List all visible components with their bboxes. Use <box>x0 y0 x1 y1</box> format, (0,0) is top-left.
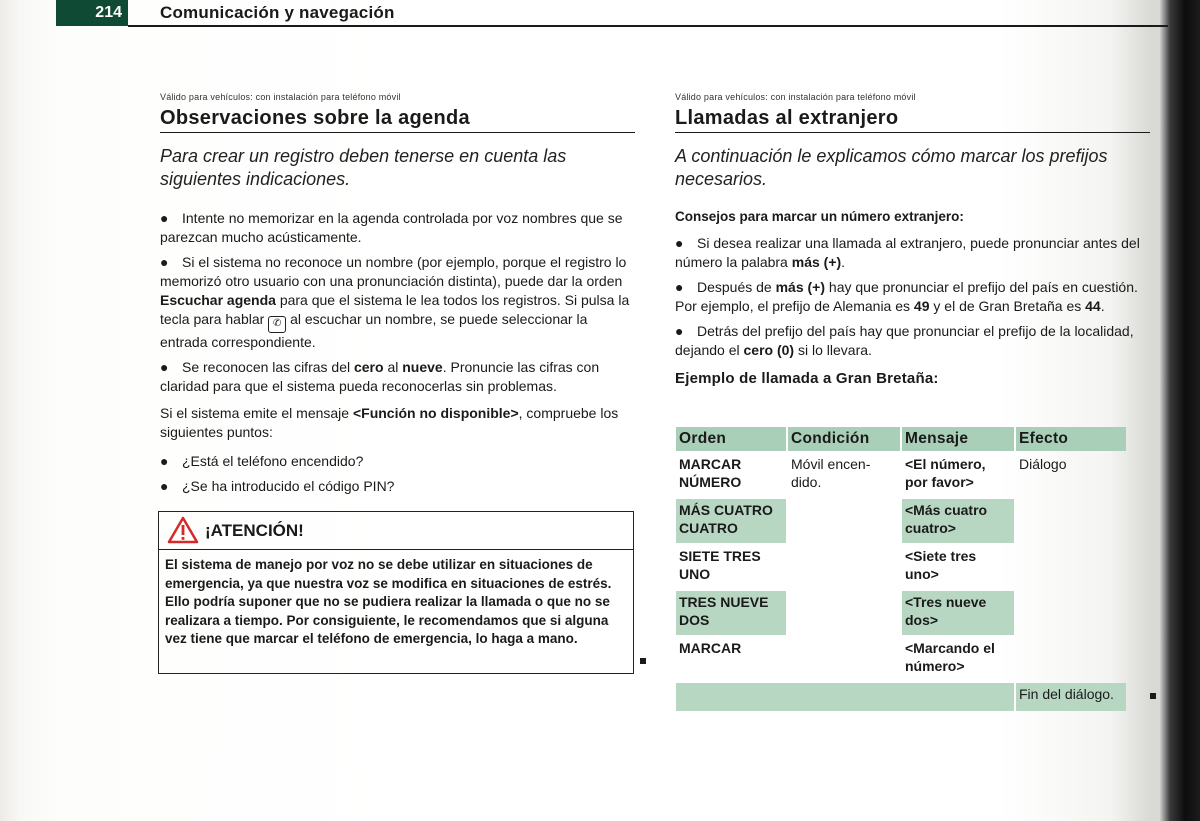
warning-triangle-icon <box>167 516 199 544</box>
lead-text: A continuación le explicamos cómo marcar los prefijos necesarios. <box>675 146 1108 189</box>
column-header: Mensaje <box>902 427 1014 451</box>
table-cell <box>788 545 900 589</box>
column-header: Condición <box>788 427 900 451</box>
header-rule <box>128 25 1168 27</box>
list-item: ● Detrás del prefijo del país hay que pronunciar el prefijo de la localidad, dejando el cero (0) si lo llevara. <box>675 323 1134 358</box>
table-cell <box>1016 637 1126 681</box>
page-number: 214 <box>56 0 128 26</box>
book-binding-edge <box>1160 0 1200 821</box>
end-of-section-mark <box>1150 693 1156 699</box>
section-title: Observaciones sobre la agenda <box>160 107 635 133</box>
bullet-icon: ● <box>160 478 169 494</box>
table-cell: MARCAR <box>679 640 742 656</box>
section-title: Llamadas al extranjero <box>675 107 1150 133</box>
bullet-icon: ● <box>160 254 169 270</box>
table-cell: <Marcando el número> <box>905 640 995 674</box>
table-row <box>676 637 1126 681</box>
list-item: ● Se reconocen las cifras del cero al nueve. Pronuncie las cifras con claridad para que el sistema pueda reconocerlas sin problemas. <box>160 359 600 394</box>
list-item: ● ¿Está el teléfono encendido? <box>160 453 364 469</box>
table-cell: MÁS CUATRO CUATRO <box>676 499 786 543</box>
table-cell: <Tres nueve dos> <box>902 591 1014 635</box>
table-cell: TRES NUEVE DOS <box>676 591 786 635</box>
table-row <box>676 499 1126 543</box>
column-header: Orden <box>676 427 786 451</box>
table-row <box>676 453 1126 497</box>
validity-note: Válido para vehículos: con instalación para teléfono móvil <box>675 92 916 102</box>
table-cell <box>1016 591 1126 635</box>
warning-title: ¡ATENCIÓN! <box>205 521 304 540</box>
paragraph: Si el sistema emite el mensaje <Función no disponible>, compruebe los siguientes puntos: <box>160 405 619 440</box>
bullet-icon: ● <box>160 453 169 469</box>
end-of-section-mark <box>640 658 646 664</box>
warning-text: El sistema de manejo por voz no se debe utilizar en situaciones de emergencia, ya que nuestra voz se modifica en situaciones de estrés. Ello podría suponer que no se pudiera realizar la llamada o que no se realizara a tiempo. Por consiguiente, le recomendamos que si alguna vez tiene que marcar el teléfono de emergencia, lo haga a mano. <box>165 557 612 646</box>
table-cell: MARCAR NÚMERO <box>679 456 742 490</box>
column-header: Efecto <box>1016 427 1126 451</box>
left-column <box>160 92 635 502</box>
list-item: ● Si desea realizar una llamada al extranjero, puede pronunciar antes del número la palabra más (+). <box>675 235 1140 270</box>
tips-heading: Consejos para marcar un número extranjero: <box>675 209 964 224</box>
chapter-title: Comunicación y navegación <box>160 3 395 22</box>
table-footer-row <box>676 683 1126 711</box>
table-row <box>676 591 1126 635</box>
list-item: ● Si el sistema no reconoce un nombre (por ejemplo, porque el registro lo memorizó otro usuario con una pronunciación distinta), puede dar la orden Escuchar agenda para que el sistema le lea todos los registros. Si pulsa la tecla para hablar ✆ al escuchar un nombre, se puede seleccionar la entrada correspondiente. <box>160 254 630 350</box>
lead-text: Para crear un registro deben tenerse en cuenta las siguientes indicaciones. <box>160 146 567 189</box>
table-cell <box>1016 545 1126 589</box>
table-header-row <box>676 427 1126 451</box>
table-cell <box>676 683 1014 711</box>
bullet-icon: ● <box>675 323 684 339</box>
example-call-table <box>674 425 1128 713</box>
bullet-icon: ● <box>160 210 169 226</box>
bullet-icon: ● <box>160 359 169 375</box>
table-cell <box>788 591 900 635</box>
list-item: ● Intente no memorizar en la agenda controlada por voz nombres que se parezcan mucho acústicamente. <box>160 210 623 245</box>
validity-note: Válido para vehículos: con instalación para teléfono móvil <box>160 92 401 102</box>
table-cell: <Más cuatro cuatro> <box>902 499 1014 543</box>
list-item: ● Después de más (+) hay que pronunciar el prefijo del país en cuestión. Por ejemplo, el prefijo de Alemania es 49 y el de Gran Bretaña es 44. <box>675 279 1138 314</box>
table-cell: <Siete tres uno> <box>905 548 977 582</box>
table-cell <box>788 637 900 681</box>
warning-header <box>159 512 633 550</box>
table-cell: SIETE TRES UNO <box>679 548 761 582</box>
bullet-icon: ● <box>675 235 684 251</box>
table-cell: Móvil encen-dido. <box>791 456 871 490</box>
table-cell <box>1016 499 1126 543</box>
table-row <box>676 545 1126 589</box>
final-effect-cell: Fin del diálogo. <box>1016 683 1126 711</box>
table-cell: Diálogo <box>1019 456 1067 472</box>
list-item: ● ¿Se ha introducido el código PIN? <box>160 478 395 494</box>
bullet-icon: ● <box>675 279 684 295</box>
table-cell: <El número, por favor> <box>905 456 986 490</box>
example-heading: Ejemplo de llamada a Gran Bretaña: <box>675 370 939 387</box>
page-header <box>0 0 1170 30</box>
talk-button-icon: ✆ <box>268 316 286 333</box>
warning-box <box>158 511 634 674</box>
table-cell <box>788 499 900 543</box>
right-column <box>675 92 1150 397</box>
